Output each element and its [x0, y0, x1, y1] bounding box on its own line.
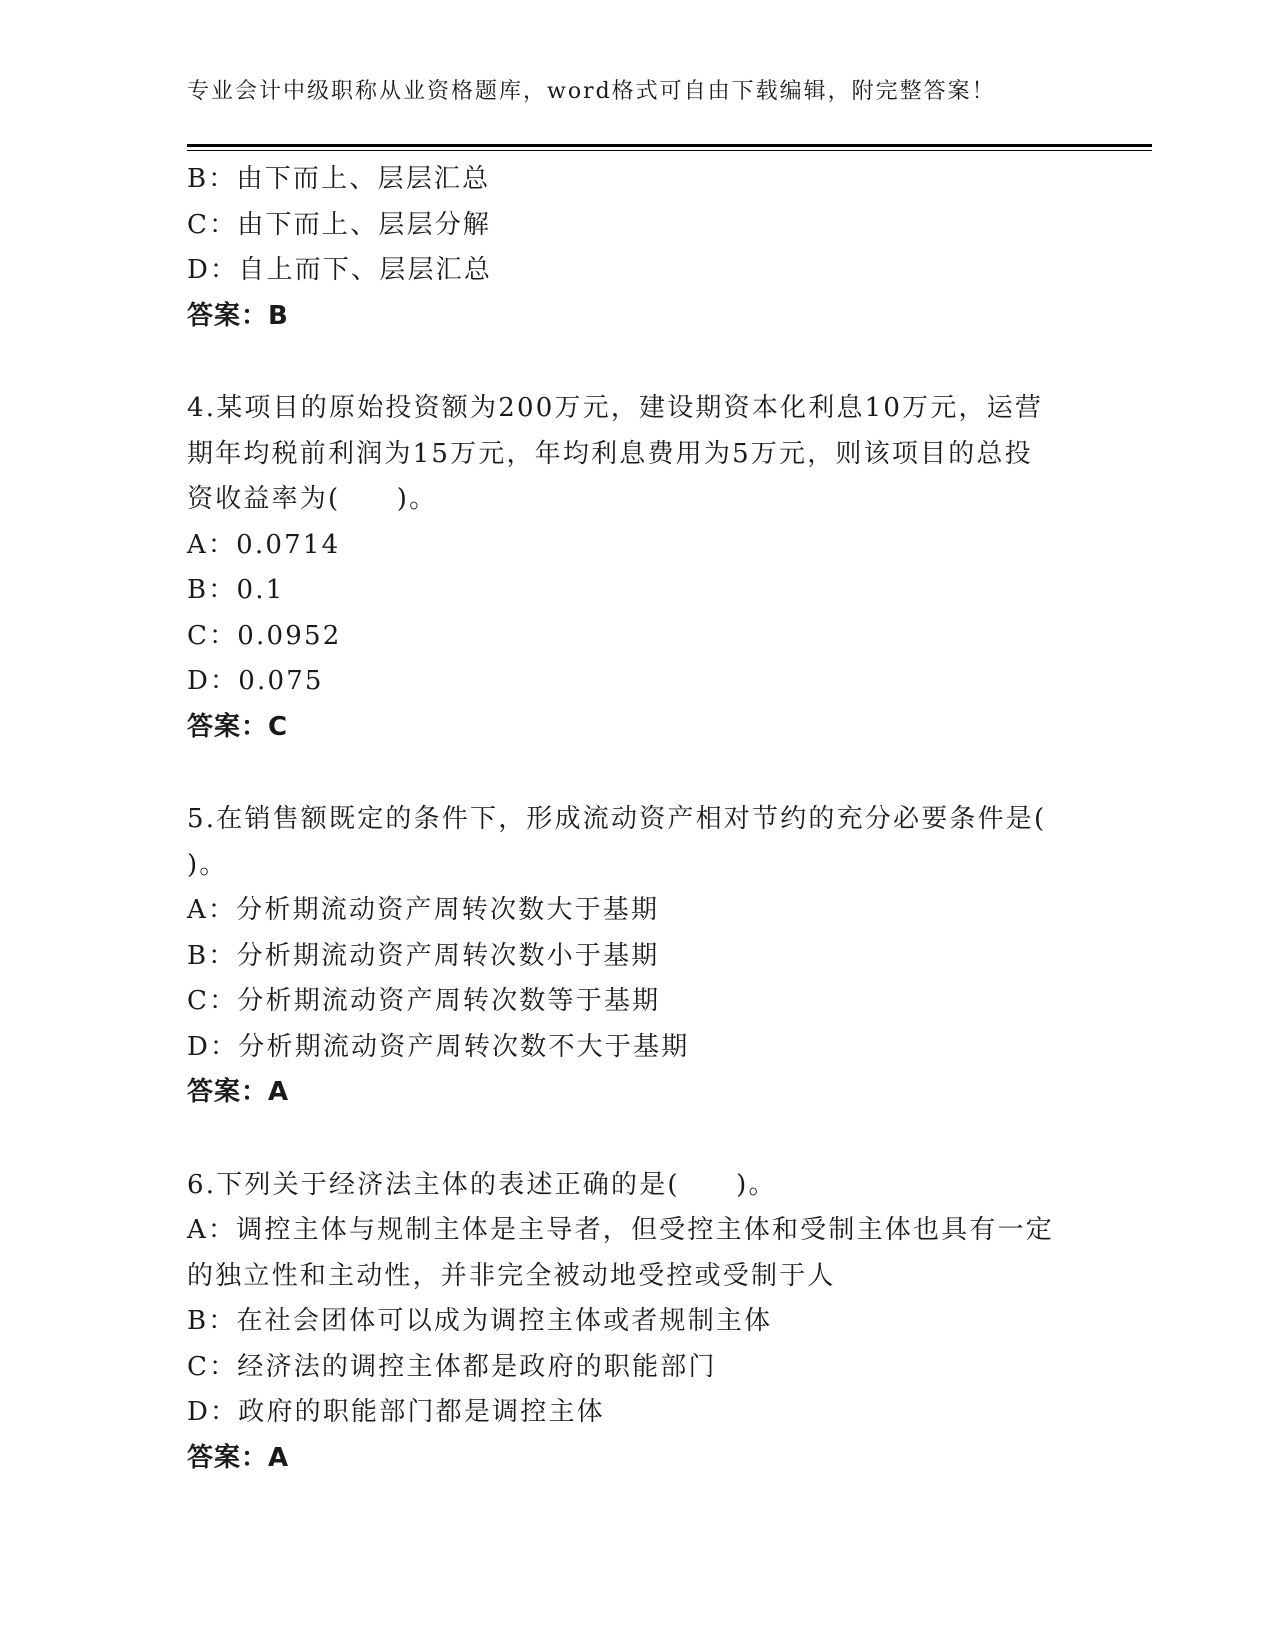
question-stem-line: 资收益率为( )。: [187, 484, 438, 514]
option-d: D：0.075: [187, 666, 324, 696]
question-list: [187, 157, 1087, 1481]
answer: 答案：A: [187, 1442, 290, 1473]
question-stem-line: 5.在销售额既定的条件下，形成流动资产相对节约的充分必要条件是(: [187, 804, 1047, 834]
option-d: D：政府的职能部门都是调控主体: [187, 1397, 605, 1427]
option-a: A：0.0714: [187, 529, 341, 560]
answer: 答案：B: [187, 300, 289, 331]
option-c: C：分析期流动资产周转次数等于基期: [187, 986, 661, 1016]
question-stem-line: )。: [187, 849, 228, 880]
question-stem-line: 4.某项目的原始投资额为200万元，建设期资本化利息10万元，运营: [187, 393, 1044, 423]
spacer: [187, 1116, 1087, 1163]
option-a-continued: 的独立性和主动性，并非完全被动地受控或受制于人: [187, 1260, 836, 1291]
question-4: [187, 386, 1087, 750]
page-header: 专业会计中级职称从业资格题库，word格式可自由下载编辑，附完整答案！: [187, 79, 996, 104]
question-5: [187, 797, 1087, 1116]
option-c: C：由下而上、层层分解: [187, 209, 492, 240]
question-6: [187, 1163, 1087, 1482]
option-b: B：由下而上、层层汇总: [187, 164, 491, 194]
option-d: D：分析期流动资产周转次数不大于基期: [187, 1031, 690, 1062]
spacer: [187, 339, 1087, 386]
header-rule-thick: [187, 144, 1152, 147]
option-a: A：分析期流动资产周转次数大于基期: [187, 895, 660, 925]
spacer: [187, 750, 1087, 797]
question-stem-line: 6.下列关于经济法主体的表述正确的是( )。: [187, 1169, 777, 1200]
header-rule-thin: [187, 150, 1152, 151]
option-c: C：0.0952: [187, 620, 342, 651]
option-a: A：调控主体与规制主体是主导者，但受控主体和受制主体也具有一定: [187, 1215, 1054, 1245]
option-b: B：分析期流动资产周转次数小于基期: [187, 940, 660, 971]
option-c: C：经济法的调控主体都是政府的职能部门: [187, 1351, 717, 1382]
option-b: B：在社会团体可以成为调控主体或者规制主体: [187, 1306, 773, 1336]
option-d: D：自上而下、层层汇总: [187, 255, 493, 285]
answer: 答案：A: [187, 1077, 290, 1107]
question-stem-line: 期年均税前利润为15万元，年均利息费用为5万元，则该项目的总投: [187, 438, 1033, 469]
question-3: [187, 157, 1087, 339]
option-b: B：0.1: [187, 575, 285, 605]
answer: 答案：C: [187, 711, 289, 742]
